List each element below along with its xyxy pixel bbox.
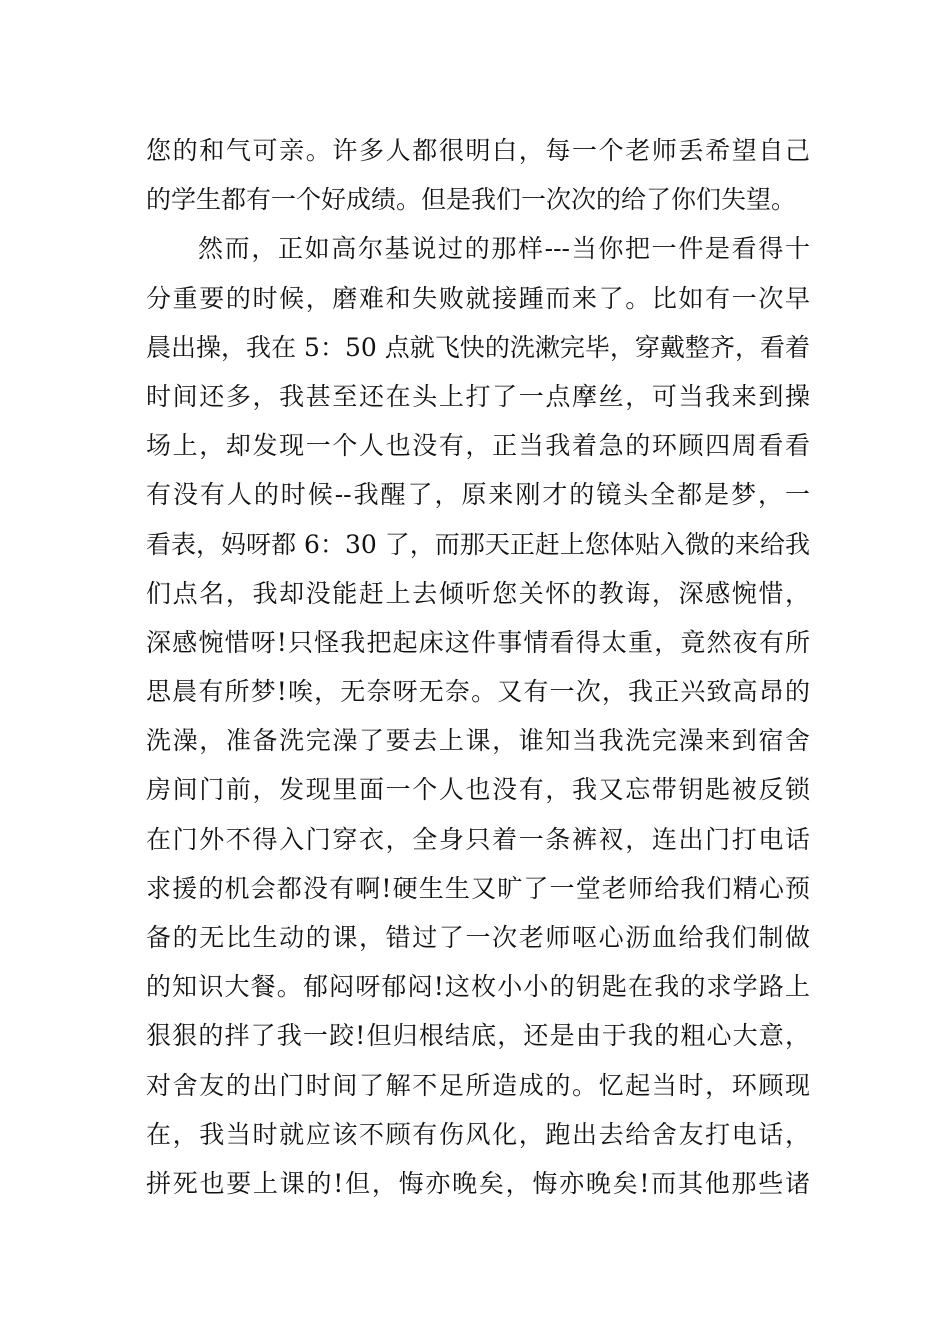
text-line: 的学生都有一个好成绩。但是我们一次次的给了你们失望。 <box>146 185 797 215</box>
text-line: 有没有人的时候--我醒了，原来刚才的镜头全都是梦，一 <box>146 480 810 510</box>
text-line: 求援的机会都没有啊!硬生生又旷了一堂老师给我们精心预 <box>146 873 810 903</box>
text-line: 看表，妈呀都 6：30 了，而那天正赶上您体贴入微的来给我 <box>146 529 810 559</box>
paragraph-start-line: 然而，正如高尔基说过的那样---当你把一件是看得十 <box>198 234 810 264</box>
text-line: 对舍友的出门时间了解不足所造成的。忆起当时，环顾现 <box>146 1070 810 1100</box>
text-line: 房间门前，发现里面一个人也没有，我又忘带钥匙被反锁 <box>146 775 810 805</box>
text-line: 深感惋惜呀!只怪我把起床这件事情看得太重，竟然夜有所 <box>146 627 810 657</box>
text-line: 晨出操，我在 5：50 点就飞快的洗漱完毕，穿戴整齐，看着 <box>146 332 810 362</box>
text-line: 备的无比生动的课，错过了一次老师呕心沥血给我们制做 <box>146 923 810 952</box>
document-body <box>146 126 810 1208</box>
text-line: 的知识大餐。郁闷呀郁闷!这枚小小的钥匙在我的求学路上 <box>146 972 810 1002</box>
text-line: 洗澡，准备洗完澡了要去上课，谁知当我洗完澡来到宿舍 <box>146 726 810 756</box>
text-line: 时间还多，我甚至还在头上打了一点摩丝，可当我来到操 <box>146 381 810 411</box>
text-line: 您的和气可亲。许多人都很明白，每一个老师丢希望自己 <box>146 136 810 165</box>
text-line: 们点名，我却没能赶上去倾听您关怀的教诲，深感惋惜， <box>146 578 810 608</box>
text-line: 狠狠的拌了我一跤!但归根结底，还是由于我的粗心大意， <box>146 1021 810 1051</box>
text-line: 分重要的时候，磨难和失败就接踵而来了。比如有一次早 <box>146 283 810 313</box>
text-line: 在门外不得入门穿衣，全身只着一条裤衩，连出门打电话 <box>146 824 810 854</box>
text-line: 在，我当时就应该不顾有伤风化，跑出去给舍友打电话， <box>146 1119 810 1149</box>
text-line: 场上，却发现一个人也没有，正当我着急的环顾四周看看 <box>146 431 810 461</box>
text-line: 拼死也要上课的!但，悔亦晚矣，悔亦晚矣!而其他那些诸 <box>146 1168 810 1198</box>
text-line: 思晨有所梦!唉，无奈呀无奈。又有一次，我正兴致高昂的 <box>146 677 810 707</box>
